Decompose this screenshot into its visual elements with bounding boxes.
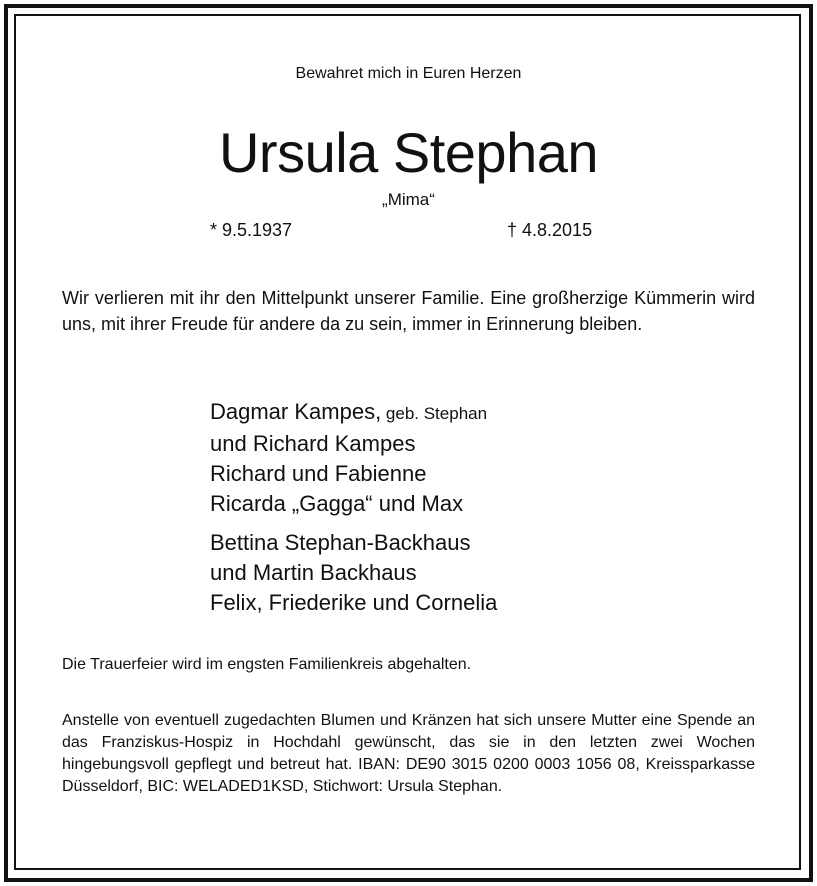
nickname: „Mima“	[382, 190, 435, 209]
intro-paragraph: Wir verlieren mit ihr den Mittelpunkt unserer Familie. Eine großherzige Kümmerin wird uns, mit ihrer Freude für andere da zu sein, immer in Erinnerung bleiben.	[62, 288, 755, 334]
family-name-suffix: geb. Stephan	[381, 404, 488, 423]
family-line: und Martin Backhaus	[210, 560, 417, 585]
motto: Bewahret mich in Euren Herzen	[295, 65, 522, 82]
family-line: Felix, Friederike und Cornelia	[210, 590, 498, 615]
family-line: und Richard Kampes	[210, 431, 416, 456]
donation-paragraph: Anstelle von eventuell zugedachten Blumen und Kränzen hat sich unsere Mutter eine Spende an das Franziskus-Hospiz in Hochdahl gewünscht, das sie in den letzten zwei Wochen hingebungsvoll gepflegt und betreut hat. IBAN: DE90 3015 0200 0003 1056 08, Kreissparkasse Düsseldorf, BIC: WELADED1KSD, Stichwort: Ursula Stephan.	[62, 712, 755, 795]
family-line: Ricarda „Gagga“ und Max	[210, 491, 464, 516]
funeral-note: Die Trauerfeier wird im engsten Familienkreis abgehalten.	[62, 656, 472, 673]
family-group-2	[210, 528, 497, 618]
deceased-name: Ursula Stephan	[218, 121, 598, 184]
family-group-1	[210, 397, 487, 519]
birth-date: * 9.5.1937	[210, 220, 293, 240]
family-line: Richard und Fabienne	[210, 461, 427, 486]
family-name-main: Dagmar Kampes,	[210, 399, 382, 424]
family-line: Bettina Stephan-Backhaus	[210, 530, 471, 555]
family-line	[210, 397, 487, 429]
death-date: † 4.8.2015	[507, 220, 593, 240]
